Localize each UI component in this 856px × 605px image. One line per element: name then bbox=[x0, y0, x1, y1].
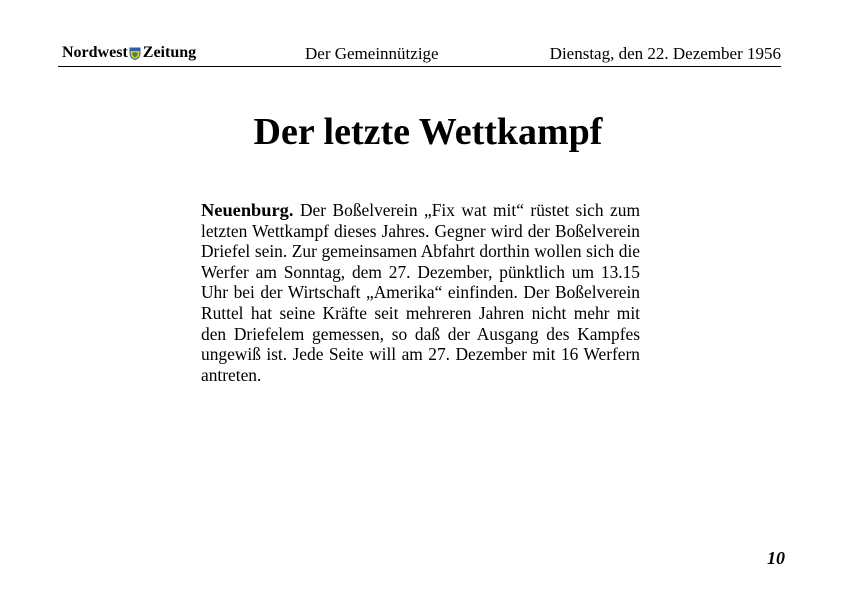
newspaper-masthead bbox=[62, 44, 196, 62]
issue-date: Dienstag, den 22. Dezember 1956 bbox=[549, 44, 781, 63]
article-headline: Der letzte Wettkampf bbox=[253, 111, 603, 153]
article-dateline: Neuenburg. bbox=[201, 200, 294, 220]
coat-of-arms-icon bbox=[129, 47, 141, 60]
masthead-right-word: Zeitung bbox=[142, 44, 197, 61]
page-number: 10 bbox=[767, 548, 785, 568]
masthead-left-word: Nordwest bbox=[62, 44, 128, 61]
supplement-title: Der Gemeinnützige bbox=[305, 44, 439, 63]
article-text: Der Boßelverein „Fix wat mit“ rüstet sich zum letzten Wettkampf dieses Jahres. Gegner wird der Boßelverein Driefel sein. Zur gemeinsamen Abfahrt dorthin wollen sich die Werfer am Sonntag, dem 27. Dezember, pünktlich um 13.15 Uhr bei der Wirtschaft „Amerika“ einfinden. Der Boßelverein Ruttel hat seine Kräfte seit mehreren Jahren nicht mehr mit den Driefelem gemessen, so daß der Ausgang des Kampfes ungewiß ist. Jede Seite will am 27. Dezember mit 16 Werfern antreten. bbox=[201, 200, 640, 385]
page-header bbox=[58, 42, 781, 67]
article-body bbox=[201, 200, 640, 385]
